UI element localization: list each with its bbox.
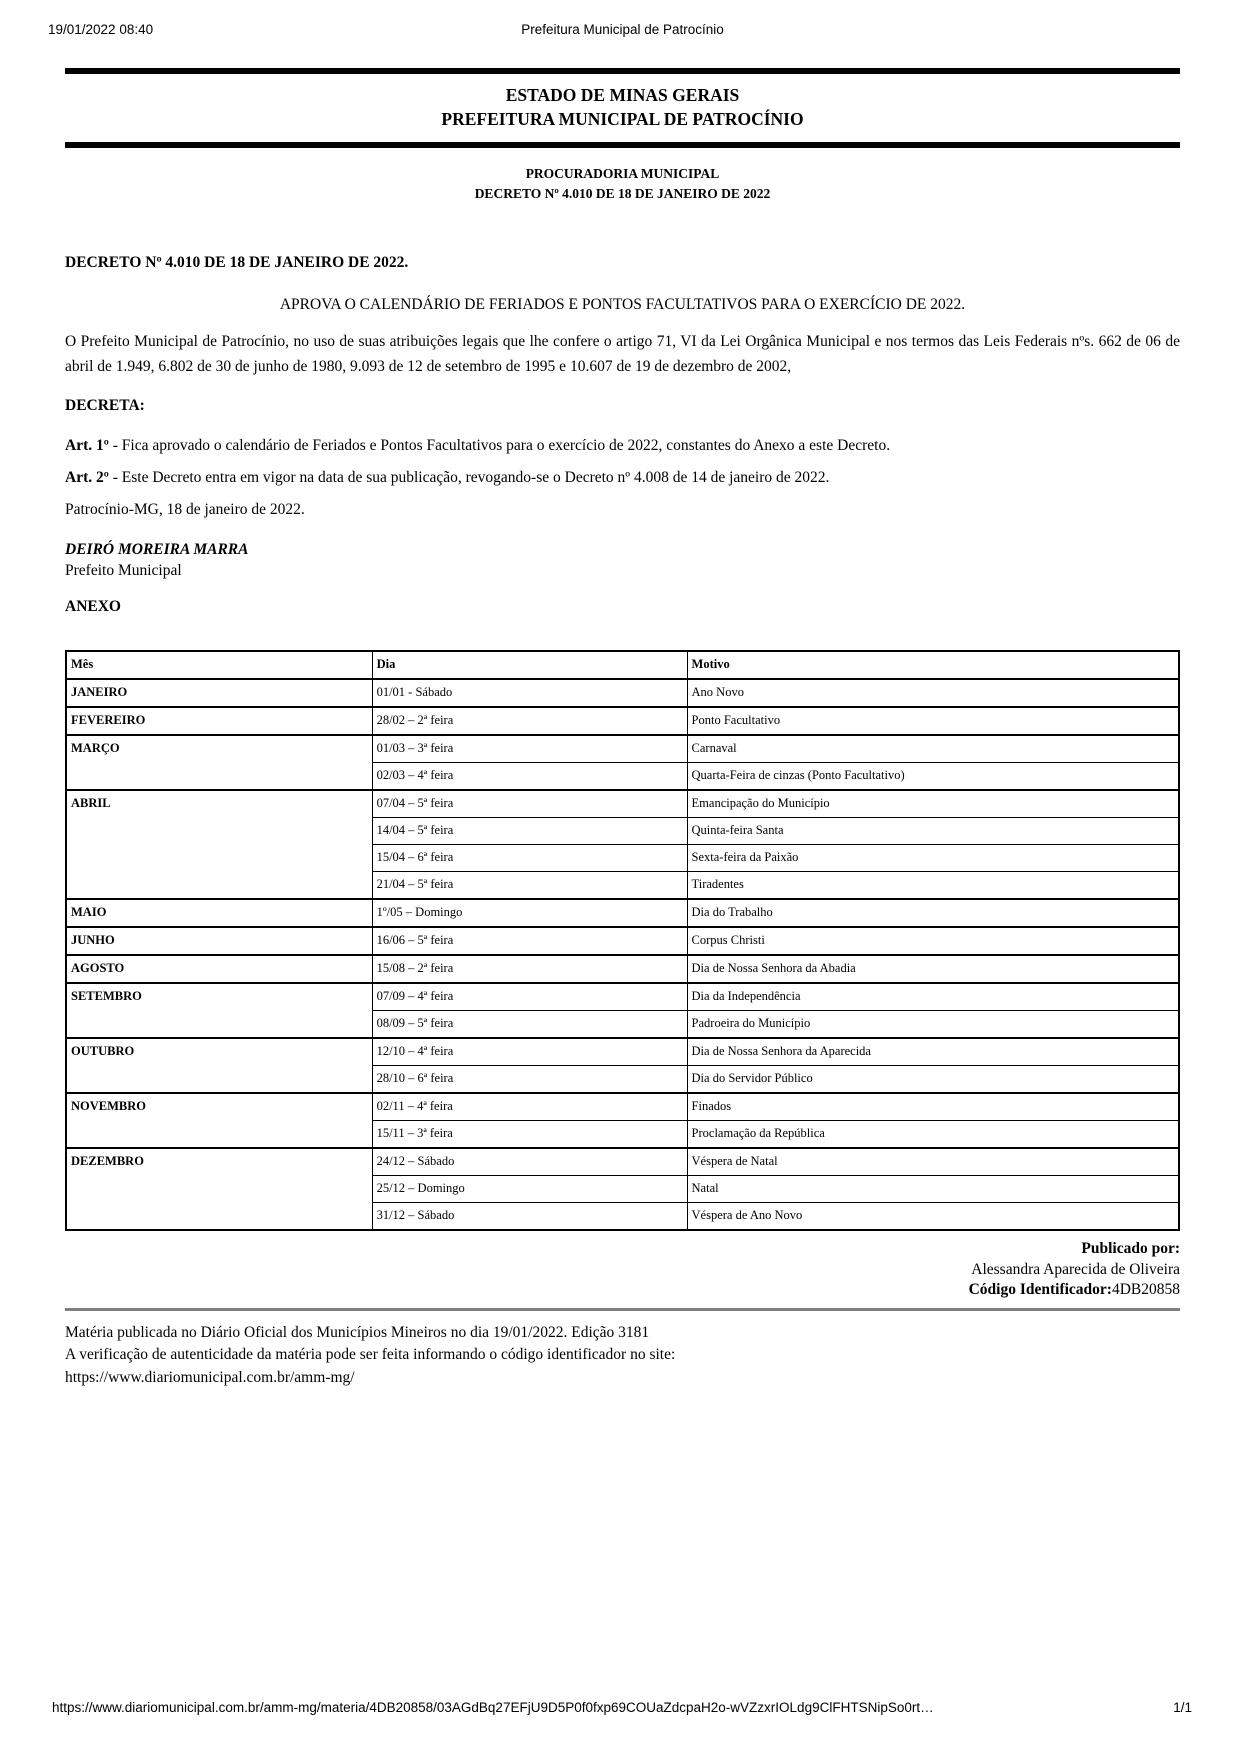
table-row xyxy=(66,1093,1179,1121)
table-row xyxy=(66,1038,1179,1066)
motivo-cell: Véspera de Natal xyxy=(687,1148,1179,1176)
dia-cell: 15/04 – 6ª feira xyxy=(372,845,687,872)
motivo-cell: Ponto Facultativo xyxy=(687,707,1179,735)
dia-cell: 16/06 – 5ª feira xyxy=(372,927,687,955)
dia-cell: 01/03 – 3ª feira xyxy=(372,735,687,763)
article-1 xyxy=(65,437,1180,455)
table-row xyxy=(66,679,1179,707)
motivo-cell: Ano Novo xyxy=(687,679,1179,707)
dia-cell: 31/12 – Sábado xyxy=(372,1203,687,1231)
print-footer xyxy=(52,1700,1192,1715)
column-header-mes: Mês xyxy=(66,651,372,679)
signature-name: DEIRÓ MOREIRA MARRA xyxy=(65,541,249,558)
dia-cell: 01/01 - Sábado xyxy=(372,679,687,707)
dia-cell: 02/11 – 4ª feira xyxy=(372,1093,687,1121)
holiday-calendar-table xyxy=(65,650,1180,1231)
letterhead-rule-bottom xyxy=(65,142,1180,148)
print-timestamp: 19/01/2022 08:40 xyxy=(48,22,154,37)
table-row xyxy=(66,899,1179,927)
decree-heading: DECRETO Nº 4.010 DE 18 DE JANEIRO DE 2022. xyxy=(65,254,409,271)
article-2-text: - Este Decreto entra em vigor na data de sua publicação, revogando-se o Decreto nº 4.008 de 14 de janeiro de 2022. xyxy=(108,469,830,486)
signature-role: Prefeito Municipal xyxy=(65,562,182,579)
department-name: PROCURADORIA MUNICIPAL xyxy=(525,166,720,181)
motivo-cell: Emancipação do Município xyxy=(687,790,1179,818)
motivo-cell: Dia da Independência xyxy=(687,983,1179,1011)
dia-cell: 21/04 – 5ª feira xyxy=(372,872,687,900)
anexo-label: ANEXO xyxy=(65,598,121,615)
publication-info xyxy=(65,1239,1180,1301)
month-cell: ABRIL xyxy=(66,790,372,899)
place-and-date: Patrocínio-MG, 18 de janeiro de 2022. xyxy=(65,501,305,518)
dia-cell: 15/11 – 3ª feira xyxy=(372,1121,687,1149)
dia-cell: 07/09 – 4ª feira xyxy=(372,983,687,1011)
letterhead-state: ESTADO DE MINAS GERAIS xyxy=(505,85,740,105)
motivo-cell: Padroeira do Município xyxy=(687,1011,1179,1039)
motivo-cell: Finados xyxy=(687,1093,1179,1121)
table-row xyxy=(66,983,1179,1011)
page-number: 1/1 xyxy=(1173,1700,1192,1715)
article-2 xyxy=(65,469,1180,487)
published-by-author: Alessandra Aparecida de Oliveira xyxy=(971,1260,1180,1278)
motivo-cell: Dia do Servidor Público xyxy=(687,1066,1179,1094)
month-cell: JUNHO xyxy=(66,927,372,955)
motivo-cell: Corpus Christi xyxy=(687,927,1179,955)
table-row xyxy=(66,927,1179,955)
motivo-cell: Dia de Nossa Senhora da Abadia xyxy=(687,955,1179,983)
motivo-cell: Proclamação da República xyxy=(687,1121,1179,1149)
published-by-label: Publicado por: xyxy=(1081,1240,1180,1257)
month-cell: DEZEMBRO xyxy=(66,1148,372,1230)
footnote-site-url: https://www.diariomunicipal.com.br/amm-mg/ xyxy=(65,1368,355,1386)
dia-cell: 15/08 – 2ª feira xyxy=(372,955,687,983)
identifier-code: 4DB20858 xyxy=(1111,1281,1180,1298)
identifier-line xyxy=(65,1280,1180,1301)
month-cell: AGOSTO xyxy=(66,955,372,983)
month-cell: MARÇO xyxy=(66,735,372,790)
dia-cell: 28/02 – 2ª feira xyxy=(372,707,687,735)
print-document-title: Prefeitura Municipal de Patrocínio xyxy=(521,22,724,37)
column-header-motivo: Motivo xyxy=(687,651,1179,679)
footnote-verification: A verificação de autenticidade da matéria pode ser feita informando o código identificador no site: xyxy=(65,1346,676,1363)
motivo-cell: Quinta-feira Santa xyxy=(687,818,1179,845)
dia-cell: 14/04 – 5ª feira xyxy=(372,818,687,845)
dia-cell: 08/09 – 5ª feira xyxy=(372,1011,687,1039)
dia-cell: 1º/05 – Domingo xyxy=(372,899,687,927)
article-1-label: Art. 1º xyxy=(65,437,109,454)
footer-divider-rule xyxy=(65,1308,1180,1311)
decreta-label: DECRETA: xyxy=(65,397,145,414)
publication-footnote xyxy=(65,1322,1180,1390)
dia-cell: 24/12 – Sábado xyxy=(372,1148,687,1176)
dia-cell: 12/10 – 4ª feira xyxy=(372,1038,687,1066)
table-header-row xyxy=(66,651,1179,679)
letterhead-municipality: PREFEITURA MUNICIPAL DE PATROCÍNIO xyxy=(441,109,804,129)
section-header xyxy=(65,164,1180,204)
identifier-label: Código Identificador: xyxy=(968,1281,1112,1298)
month-cell: NOVEMBRO xyxy=(66,1093,372,1148)
motivo-cell: Tiradentes xyxy=(687,872,1179,900)
motivo-cell: Natal xyxy=(687,1176,1179,1203)
table-row xyxy=(66,707,1179,735)
month-cell: OUTUBRO xyxy=(66,1038,372,1093)
motivo-cell: Quarta-Feira de cinzas (Ponto Facultativo) xyxy=(687,763,1179,791)
footnote-edition: Matéria publicada no Diário Oficial dos Municípios Mineiros no dia 19/01/2022. Edição 3181 xyxy=(65,1323,650,1341)
motivo-cell: Carnaval xyxy=(687,735,1179,763)
motivo-cell: Dia de Nossa Senhora da Aparecida xyxy=(687,1038,1179,1066)
print-footer-url: https://www.diariomunicipal.com.br/amm-mg/materia/4DB20858/03AGdBq27EFjU9D5P0f0fxp69COUaZdcpaH2o-wVZzxrIOLdg9ClFHTSNipSo0rt… xyxy=(52,1700,934,1715)
table-row xyxy=(66,790,1179,818)
decree-title-centered: DECRETO Nº 4.010 DE 18 DE JANEIRO DE 2022 xyxy=(474,186,771,201)
month-cell: SETEMBRO xyxy=(66,983,372,1038)
dia-cell: 02/03 – 4ª feira xyxy=(372,763,687,791)
motivo-cell: Sexta-feira da Paixão xyxy=(687,845,1179,872)
article-2-label: Art. 2º xyxy=(65,469,109,486)
motivo-cell: Dia do Trabalho xyxy=(687,899,1179,927)
table-row xyxy=(66,1148,1179,1176)
table-row xyxy=(66,955,1179,983)
month-cell: MAIO xyxy=(66,899,372,927)
month-cell: JANEIRO xyxy=(66,679,372,707)
dia-cell: 25/12 – Domingo xyxy=(372,1176,687,1203)
article-1-text: - Fica aprovado o calendário de Feriados e Pontos Facultativos para o exercício de 2022, constantes do Anexo a este Decreto. xyxy=(108,437,891,454)
table-row xyxy=(66,735,1179,763)
letterhead xyxy=(65,74,1180,142)
motivo-cell: Véspera de Ano Novo xyxy=(687,1203,1179,1231)
decree-preamble: O Prefeito Municipal de Patrocínio, no uso de suas atribuições legais que lhe confere o artigo 71, VI da Lei Orgânica Municipal e nos termos das Leis Federais nºs. 662 de 06 de abril de 1.949, 6.802 de 30 de junho de 1980, 9.093 de 12 de setembro de 1995 e 10.607 de 19 de dezembro de 2002, xyxy=(65,333,1180,375)
month-cell: FEVEREIRO xyxy=(66,707,372,735)
document-page xyxy=(48,0,1180,1389)
dia-cell: 07/04 – 5ª feira xyxy=(372,790,687,818)
dia-cell: 28/10 – 6ª feira xyxy=(372,1066,687,1094)
decree-summary: APROVA O CALENDÁRIO DE FERIADOS E PONTOS FACULTATIVOS PARA O EXERCÍCIO DE 2022. xyxy=(279,296,966,313)
column-header-dia: Dia xyxy=(372,651,687,679)
print-header xyxy=(48,0,1180,40)
